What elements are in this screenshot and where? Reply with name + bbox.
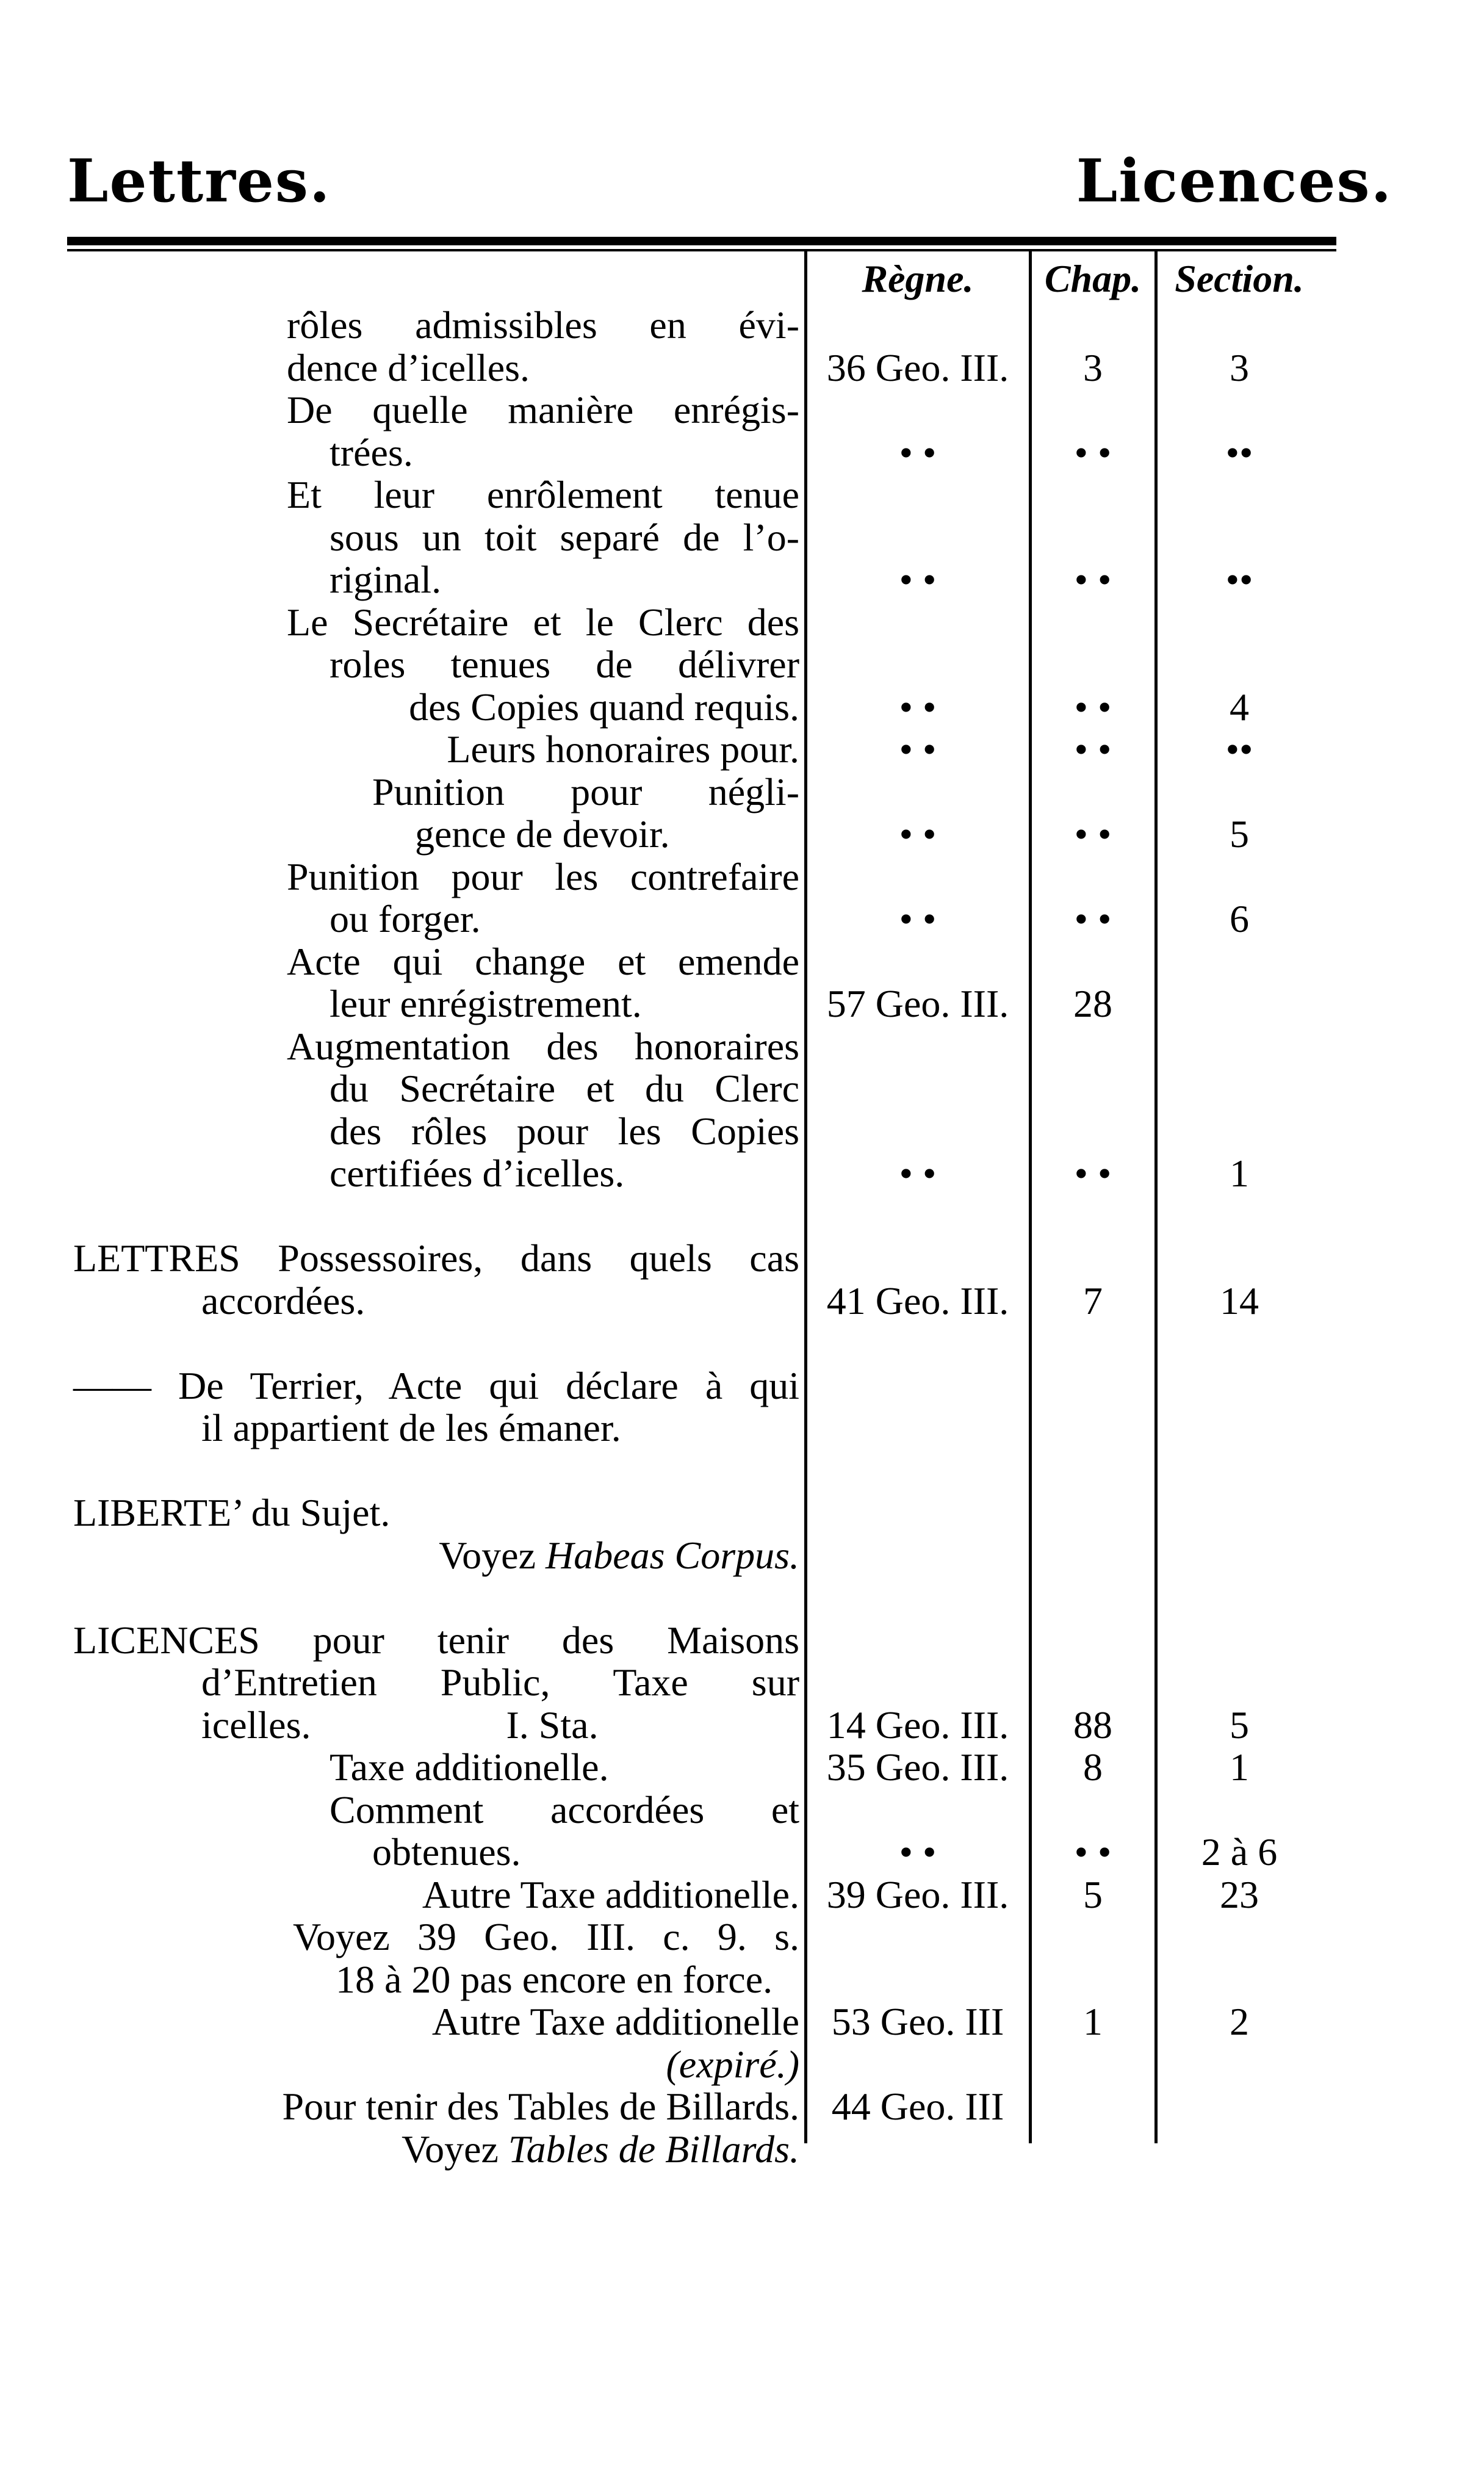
table-row [0,1661,1484,1704]
entry-body: Punition pour les contrefaire [287,854,799,898]
table-row [0,1067,1484,1110]
entry-body: des rôles pour les Copies [330,1109,799,1153]
chap-cell: • • [1074,812,1112,856]
entry-text [330,686,799,729]
table-row [0,1152,1484,1195]
section-cell: 5 [1230,1703,1249,1747]
regne-cell: 36 Geo. III. [826,345,1009,389]
entry-text [201,1704,799,1747]
table-row [0,474,1484,516]
regne-cell: 41 Geo. III. [826,1279,1009,1322]
entry-body: ou forger. [330,897,481,940]
entry-text [330,516,799,559]
entry-italic: Habeas Corpus. [545,1533,799,1577]
section-cell: 14 [1220,1279,1259,1322]
entry-body: certifiées d’icelles. [330,1152,625,1195]
section-cell: 3 [1230,345,1249,389]
section-cell: 2 [1230,2000,1249,2043]
entry-body: Le Secrétaire et le Clerc des [287,600,799,644]
chap-cell: 7 [1083,1279,1103,1322]
regne-cell: 57 Geo. III. [826,982,1009,1025]
chap-cell: • • [1074,685,1112,729]
entry-text [287,601,799,644]
entry-text [201,1661,799,1704]
entry-body: Voyez [439,1533,546,1577]
regne-cell: • • [899,1830,937,1874]
section-cell: 1 [1230,1745,1249,1789]
running-head-left: Lettres. [67,146,331,215]
section-cell: 1 [1230,1152,1249,1195]
entry-text [372,1831,799,1874]
entry-body: des Copies quand requis. [409,685,799,729]
entry-text [330,983,799,1025]
entry-text [73,1619,799,1662]
entry-text [372,2000,799,2043]
entry-text [330,431,799,474]
entry-body: Autre Taxe additionelle [431,2000,799,2043]
entry-text [201,1407,799,1449]
regne-cell: 53 Geo. III [831,2000,1004,2043]
table-row [0,304,1484,347]
entry-text [287,474,799,516]
column-header-section: Section. [1175,257,1304,300]
entry-body: Augmentation des honoraires [287,1024,799,1068]
entry-body: De quelle manière enrégis- [287,388,799,431]
entry-italic: (expiré.) [666,2042,799,2086]
table-row [0,1789,1484,1831]
table-row [0,898,1484,940]
regne-cell: • • [899,1152,937,1195]
entry-body: il appartient de les émaner. [201,1406,621,1449]
regne-cell: • • [899,812,937,856]
section-cell: •• [1225,430,1253,474]
regne-cell: • • [899,430,937,474]
regne-cell: • • [899,558,937,601]
table-row [0,1280,1484,1322]
table-row [0,431,1484,474]
entry-body: Possessoires, dans quels cas [240,1236,799,1280]
table-row [0,601,1484,644]
chap-cell: • • [1074,558,1112,601]
table-row [0,558,1484,601]
column-header-chap: Chap. [1044,257,1142,300]
entry-text [330,1067,799,1110]
section-cell: 23 [1220,1872,1259,1916]
entry-text [336,1958,799,2001]
entry-body: —— De Terrier, Acte qui déclare à qui [73,1363,799,1407]
entry-body: Taxe additionelle. [330,1745,609,1789]
entry-text [330,2128,799,2171]
table-row [0,1407,1484,1449]
entry-body: du Sujet. [241,1491,391,1534]
entry-text [330,1746,799,1789]
table-row [0,1534,1484,1577]
section-cell: 2 à 6 [1201,1830,1278,1874]
regne-cell: 35 Geo. III. [826,1745,1009,1789]
entry-text [330,1789,799,1831]
entry-body: 18 à 20 pas encore en force. [336,1957,773,2001]
entry-text [287,856,799,898]
table-row [0,940,1484,983]
entry-body: obtenues. [372,1830,521,1874]
table-row [0,516,1484,559]
entry-text [372,1534,799,1577]
chap-cell: 8 [1083,1745,1103,1789]
section-cell: 6 [1230,897,1249,940]
table-row [0,728,1484,771]
regne-cell: • • [899,897,937,940]
table-row [0,983,1484,1025]
table-row [0,1195,1484,1238]
entry-body: Leurs honoraires pour. [447,727,799,771]
table-row [0,1025,1484,1068]
table-row [0,1916,1484,1958]
entry-body: Voyez 39 Geo. III. c. 9. s. [293,1915,799,1958]
table-row [0,686,1484,729]
table-row [0,1237,1484,1280]
entry-body: rôles admissibles en évi- [287,303,799,347]
table-row [0,1322,1484,1365]
entry-text [287,940,799,983]
entry-body: du Secrétaire et du Clerc [330,1067,799,1110]
entry-text [330,1874,799,1916]
entry-text [372,728,799,771]
table-row [0,1576,1484,1619]
table-row [0,1365,1484,1407]
entry-body: icelles. I. Sta. [201,1703,599,1747]
entry-body: Autre Taxe additionelle. [422,1872,799,1916]
table-row [0,1958,1484,2001]
entry-body: Acte qui change et emende [287,939,799,983]
entry-text [73,1365,799,1407]
table-row [0,1449,1484,1492]
entry-text [330,1152,799,1195]
entry-body: accordées. [201,1279,366,1322]
entry-body: Comment accordées et [330,1788,799,1831]
table-row [0,1110,1484,1153]
table-row [0,1492,1484,1534]
entry-text [73,1237,799,1280]
table-row [0,1831,1484,1874]
entry-text [287,304,799,347]
chap-cell: • • [1074,897,1112,940]
regne-cell: • • [899,727,937,771]
entry-text [293,1916,799,1958]
entry-heading: LETTRES [73,1236,240,1280]
chap-cell: 1 [1083,2000,1103,2043]
entry-text [372,771,799,814]
chap-cell: 88 [1073,1703,1112,1747]
entry-text [287,1025,799,1068]
table-row [0,1619,1484,1662]
entry-body: dence d’icelles. [287,345,530,389]
entry-body: Voyez [402,2127,508,2171]
section-cell: •• [1225,727,1253,771]
entry-body: Punition pour négli- [372,770,799,814]
table-row [0,347,1484,389]
section-cell: 4 [1230,685,1249,729]
table-row [0,643,1484,686]
running-head-right: Licences. [1076,146,1392,215]
entry-body: pour tenir des Maisons [259,1618,799,1662]
regne-cell: 14 Geo. III. [826,1703,1009,1747]
section-cell: •• [1225,558,1253,601]
entry-body: Et leur enrôlement tenue [287,473,799,516]
chap-cell: • • [1074,727,1112,771]
table-row [0,813,1484,856]
entry-text [201,1280,799,1322]
entry-body: sous un toit separé de l’o- [330,515,799,559]
column-header-regne: Règne. [862,257,974,300]
entry-italic: Tables de Billards. [508,2127,799,2171]
table-row [0,771,1484,814]
entry-text [415,813,799,856]
chap-cell: • • [1074,1830,1112,1874]
table-row [0,856,1484,898]
chap-cell: • • [1074,1152,1112,1195]
chap-cell: 5 [1083,1872,1103,1916]
chap-cell: 28 [1073,982,1112,1025]
table-row [0,2128,1484,2171]
table-row [0,389,1484,431]
chap-cell: 3 [1083,345,1103,389]
entry-text [610,2043,799,2086]
header-rule [67,237,1336,245]
entry-text [330,898,799,940]
section-cell: 5 [1230,812,1249,856]
table-row [0,1704,1484,1747]
entry-body: riginal. [330,558,442,601]
entry-heading: LICENCES [73,1618,260,1662]
regne-cell: 39 Geo. III. [826,1872,1009,1916]
table-row [0,1746,1484,1789]
entry-body: Pour tenir des Tables de Billards. [282,2085,799,2128]
entry-text [73,1492,799,1534]
entry-text [330,643,799,686]
entry-body: leur enrégistrement. [330,982,642,1025]
entry-body: gence de devoir. [415,812,670,856]
header-rule-thin [67,249,1336,251]
table-row [0,2000,1484,2043]
entry-body: trées. [330,430,413,474]
entry-text [330,1110,799,1153]
entry-body: d’Entretien Public, Taxe sur [201,1661,799,1704]
entry-text [287,389,799,431]
entry-text [330,558,799,601]
table-row [0,2085,1484,2128]
chap-cell: • • [1074,430,1112,474]
regne-cell: 44 Geo. III [831,2085,1004,2128]
entry-text [165,2085,799,2128]
table-row [0,2043,1484,2086]
entry-heading: LIBERTE’ [73,1491,242,1534]
entry-text [287,347,799,389]
table-row [0,1874,1484,1916]
regne-cell: • • [899,685,937,729]
entry-body: roles tenues de délivrer [330,643,799,686]
